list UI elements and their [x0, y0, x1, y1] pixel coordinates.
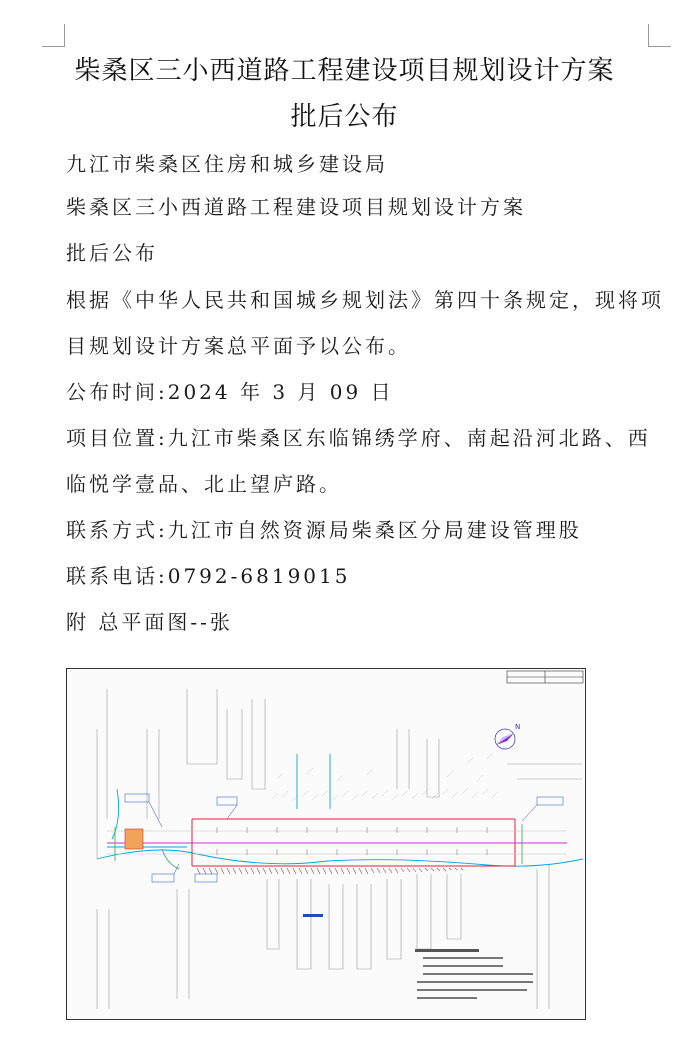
area-label-mark: [303, 914, 323, 917]
corner-mark-top-left: [42, 24, 65, 47]
attachment-line: 附 总平面图--张: [66, 610, 233, 634]
annotations: [125, 794, 563, 882]
site-plan-drawing: [66, 668, 586, 1020]
waterways: [97, 754, 583, 866]
north-arrow: [495, 723, 520, 749]
notice-line: 批后公布: [66, 241, 158, 265]
terrain-texture: [272, 753, 498, 801]
contact-line: 联系方式:九江市自然资源局柴桑区分局建设管理股: [66, 518, 582, 542]
basis-line-2: 目规划设计方案总平面予以公布。: [66, 334, 411, 358]
embankment-hatch: [197, 868, 463, 874]
basis-line-1: 根据《中华人民共和国城乡规划法》第四十条规定，现将项: [66, 288, 664, 312]
title-block: [507, 671, 583, 683]
location-line-1: 项目位置:九江市柴桑区东临锦绣学府、南起沿河北路、西: [66, 426, 651, 450]
phone-line: 联系电话:0792-6819015: [66, 564, 351, 588]
notes-block: [415, 949, 533, 999]
publish-time-line: 公布时间:2024 年 3 月 09 日: [66, 380, 394, 404]
corner-mark-top-right: [648, 24, 671, 47]
authority-line: 九江市柴桑区住房和城乡建设局: [66, 152, 388, 176]
svg-text:N: N: [515, 723, 521, 731]
document-subtitle: 批后公布: [290, 102, 399, 132]
project-line: 柴桑区三小西道路工程建设项目规划设计方案: [66, 195, 526, 219]
location-line-2: 临悦学壹品、北止望庐路。: [66, 472, 342, 496]
site-block: [125, 829, 143, 849]
document-title: 柴桑区三小西道路工程建设项目规划设计方案: [74, 56, 615, 86]
